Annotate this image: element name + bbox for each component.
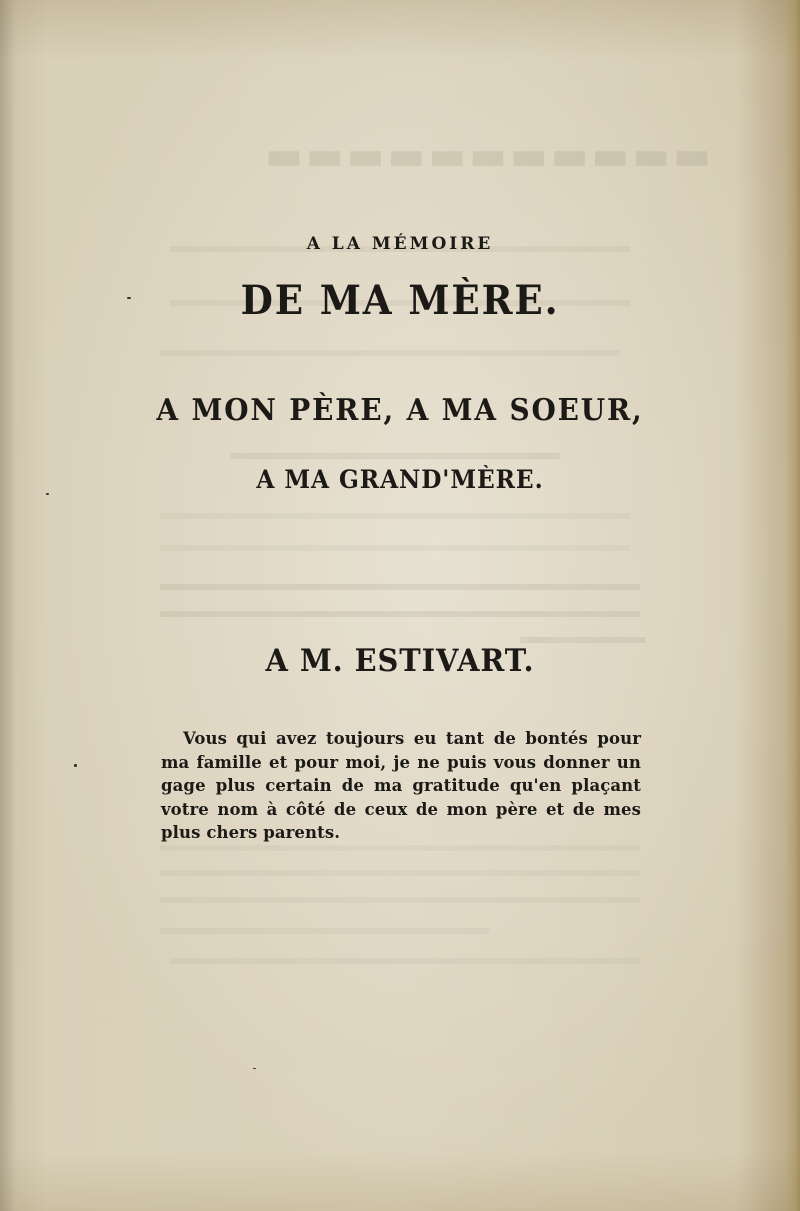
show-through-line — [160, 350, 620, 356]
show-through-line — [160, 845, 640, 851]
show-through-title: ▬▬▬▬▬▬▬▬▬▬▬ — [262, 132, 711, 179]
show-through-line — [170, 958, 640, 964]
show-through-line — [160, 611, 640, 617]
dedication-estivart: A M. ESTIVART. — [265, 643, 535, 679]
dedication-mother: DE MA MÈRE. — [240, 277, 560, 324]
page-edge — [786, 0, 800, 1211]
dedication-heading: A LA MÉMOIRE — [306, 234, 494, 254]
show-through-line — [160, 897, 640, 903]
ink-speck — [46, 493, 49, 495]
ink-speck — [127, 297, 131, 299]
show-through-line — [160, 870, 640, 876]
show-through-line — [230, 453, 560, 459]
page-gutter-shadow — [0, 0, 16, 1211]
dedication-grandmother: A MA GRAND'MÈRE. — [256, 465, 544, 494]
dedication-father-sister: A MON PÈRE, A MA SOEUR, — [156, 393, 644, 428]
ink-speck — [253, 1068, 256, 1069]
show-through-line — [160, 584, 640, 590]
show-through-line — [160, 513, 630, 519]
ink-speck — [74, 764, 77, 767]
show-through-line — [160, 928, 490, 934]
show-through-line — [160, 545, 630, 551]
dedication-paragraph: Vous qui avez toujours eu tant de bontés pour ma famille et pour moi, je ne puis vous donner un gage plus certain de ma gratitude qu'en plaçant votre nom à côté de ceux de mon père et de mes plus chers parents. — [161, 729, 641, 842]
